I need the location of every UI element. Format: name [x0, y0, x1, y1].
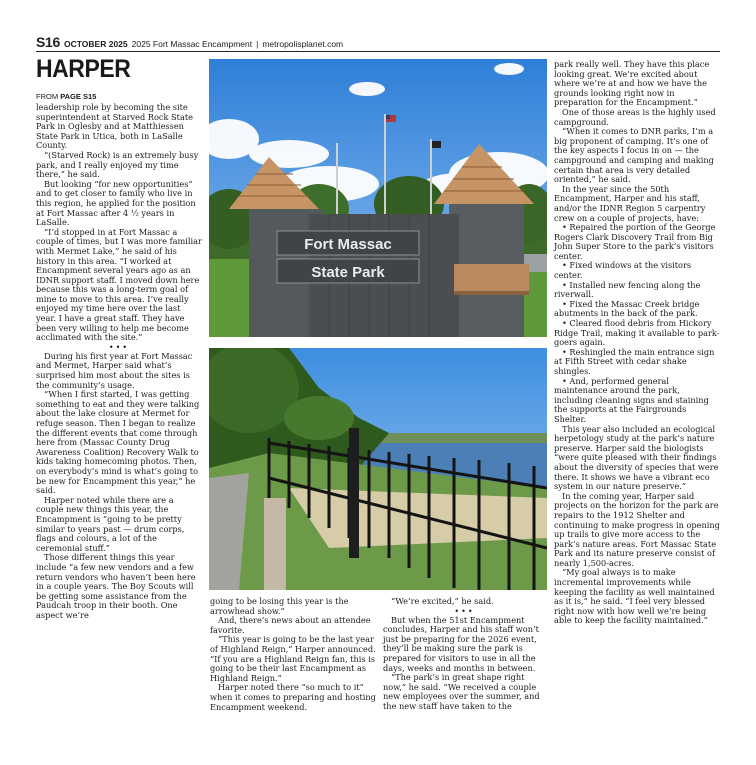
list-item: • Fixed windows at the visitors center. [554, 260, 692, 281]
article-column-4 [554, 60, 720, 626]
paragraph: And, there’s news about an attendee favorite. [210, 615, 371, 635]
sign-text-line2: State Park [311, 264, 385, 281]
paragraph: But when the 51st Encampment concludes, Harper and his staff won’t just be preparing for the 2026 event, they’ll be making sure the park is prepared for visitors to use in all the days, weeks and months in between. [383, 614, 539, 673]
article-column-2 [210, 597, 376, 712]
list-item: • And, performed general maintenance around the park, including cleaning signs and staining the supports at the Fairgrounds Shelter. [554, 375, 709, 424]
paragraph: going to be losing this year is the arrowhead show.” [210, 596, 349, 616]
paragraph: In the coming year, Harper said projects on the horizon for the park are repairs to the 1912 Shelter and continuing to make progress in opening up trails to give more access to the park’s nature areas. Fort Massac State Park and its nature preserve consist of nearly 1,500-acres. [554, 490, 720, 568]
list-item: • Cleared flood debris from Hickory Ridge Trail, making it available to park-goers again. [554, 318, 720, 348]
paragraph: “I’d stopped in at Fort Massac a couple of times, but I was more familiar with Mermet Lake,” he said of his history in this area. “I worked at Encampment several years ago as an IDNR support staff. I moved down here because this was a long-term goal of mine to move to this area. I’ve really enjoyed my time here over the last year. I have a great staff. They have been very willing to help me become acclimated with the site.” [36, 226, 202, 343]
list-item: • Repaired the portion of the George Rogers Clark Discovery Trail from Big John Super Store to the park’s visitors center. [554, 222, 716, 261]
paragraph: “We’re excited,” he said. [391, 596, 494, 606]
paragraph: leadership role by becoming the site superintendent at Starved Rock State Park in Oglesby and at Matthiessen State Park in Utica, both in LaSalle County. [36, 102, 193, 151]
article-column-1 [36, 103, 202, 620]
list-item: • Reshingled the main entrance sign at Fifth Street with cedar shake shingles. [554, 346, 715, 376]
section-divider: ••• [108, 342, 130, 352]
paragraph: Those different things this year include “a few new vendors and a few return vendors who haven’t been here in a couple years. The Boy Scouts will be getting some assistance from the Paudcah troop in their booth. One aspect we’re [36, 552, 196, 620]
site-link[interactable]: metropolisplanet.com [262, 39, 344, 49]
sign-text-line1: Fort Massac [304, 236, 392, 253]
paragraph: In the year since the 50th Encampment, Harper and his staff, and/or the IDNR Region 5 carpentry crew on a couple of projects, have: [554, 183, 706, 223]
paragraph: park really well. They have this place looking great. We’re excited about where we’re at and how we have the grounds looking right now in preparation for the Encampment.” [554, 59, 710, 108]
issue-month: OCTOBER 2025 [64, 39, 128, 49]
header-rule [36, 51, 720, 52]
jump-line [36, 92, 96, 101]
paragraph: “The park’s in great shape right now,” he said. “We received a couple new employees over the summer, and the new staff have taken to the [383, 672, 540, 711]
section-divider: ••• [454, 606, 475, 616]
folio-separator: | [256, 39, 259, 49]
paragraph: “My goal always is to make incremental improvements while keeping the facility as well maintained as it is,” he said. “I feel very blessed right now with how well we’re being able to keep the facility maintained.” [554, 567, 715, 626]
paragraph: “This year is going to be the last year of Highland Reign,” Harper announced. “If you are a Highland Reign fan, this is going to be their last Encampment as Highland Reign.” [210, 634, 376, 683]
jump-prefix: FROM [36, 92, 59, 101]
paragraph: Harper noted while there are a couple new things this year, the Encampment is “going to be pretty similar to years past — drum corps, flags and colours, a lot of the ceremonial stuff.” [36, 494, 185, 553]
photo-fort-massac-sign [209, 59, 547, 337]
paragraph: “When it comes to DNR parks, I’m a big proponent of camping. It’s one of the key aspects I focus in on — the campground and camping and making certain that area is very detailed oriented,” he said. [554, 126, 714, 185]
article-column-3 [383, 597, 546, 712]
list-item: • Installed new fencing along the riverwall. [554, 279, 701, 300]
paragraph: “When I first started, I was getting something to eat and they were talking about the lake closure at Mermet for refuge season. Then I began to realize the different events that come through here from (Massac County Drug Awareness Coalition) Recovery Walk to kids taking homecoming photos. Then, on everybody’s mind is what’s going to be new for Encampment this year,” he said. [36, 389, 200, 496]
paragraph: This year also included an ecological herpetology study at the park’s nature preserve. Harper said the biologists “were quite pleased with their findings about the diversity of species that were there. It shows we have a vibrant eco system in our nature preserve.” [554, 423, 719, 492]
page-folio [36, 34, 720, 52]
paragraph: Harper noted there “so much to it” when it comes to preparing and hosting Encampment weekend. [210, 682, 376, 712]
section-name: 2025 Fort Massac Encampment [131, 39, 253, 49]
paragraph: But looking “for new opportunities” and to get closer to family who live in this region, he applied for the position at Fort Massac after 4 ½ years in LaSalle. [36, 178, 196, 228]
paragraph: During his first year at Fort Massac and Mermet, Harper said what’s surprised him most about the sites is the community’s usage. [36, 350, 193, 390]
paragraph: One of those areas is the highly used campground. [554, 106, 716, 127]
photo-riverwall-fence [209, 348, 547, 590]
list-item: • Fixed the Massac Creek bridge abutments in the back of the park. [554, 298, 700, 319]
paragraph: “(Starved Rock) is an extremely busy park, and I really enjoyed my time there,” he said. [36, 149, 199, 180]
page-number: S16 [36, 34, 61, 50]
jump-page: PAGE S15 [60, 92, 97, 101]
headline: HARPER [36, 55, 131, 83]
